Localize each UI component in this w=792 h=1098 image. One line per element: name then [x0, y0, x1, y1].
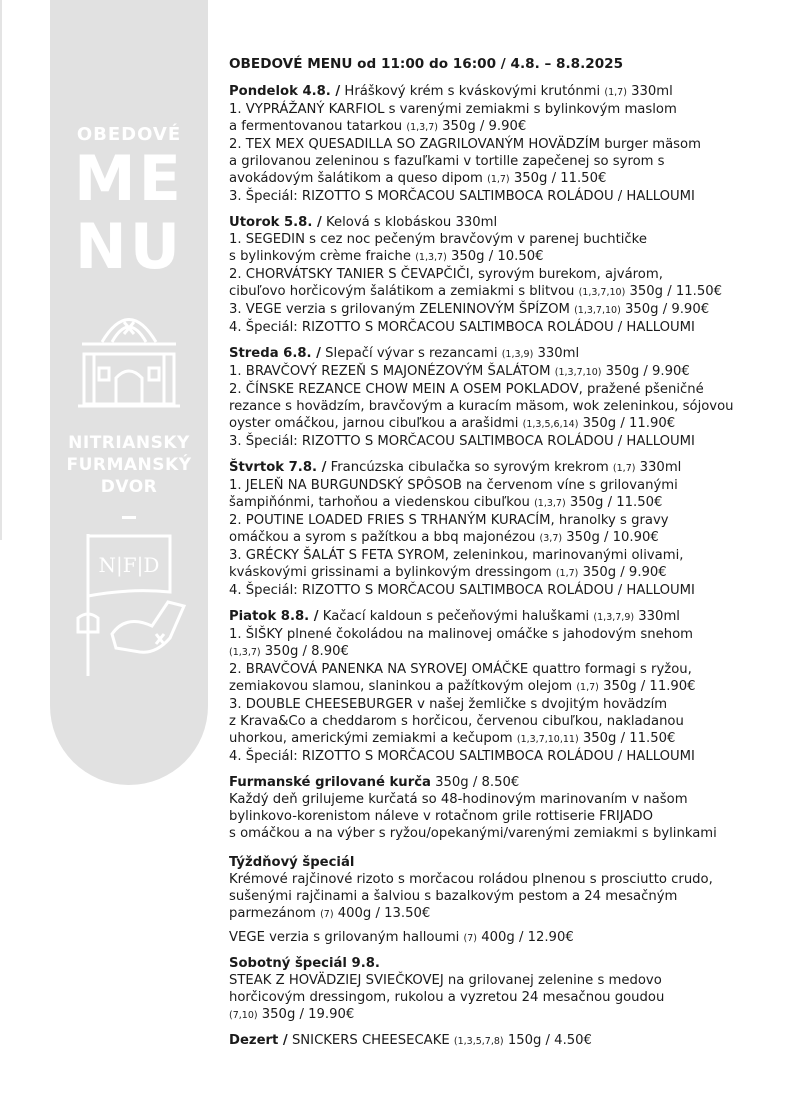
menu-item-line — [229, 415, 784, 433]
menu-item-line — [229, 398, 784, 415]
menu-item-allergens: (1,3,7,10) — [578, 287, 626, 298]
menu-item-text: 4. Špeciál: RIZOTTO S MORČACOU SALTIMBOCA ROLÁDOU / HALLOUMI — [229, 320, 695, 335]
day-soup: Kačací kaldoun s pečeňovými haluškami — [322, 609, 590, 624]
menu-item-text: 3. GRÉCKY ŠALÁT S FETA SYROM, zeleninkou, marinovanými olivami, — [229, 548, 684, 563]
menu-item-allergens: (1,3,7) — [534, 498, 566, 509]
day-soup-allergens: (1,7) — [604, 87, 627, 98]
menu-item-line — [229, 494, 784, 512]
menu-item-text: 2. ČÍNSKE REZANCE CHOW MEIN A OSEM POKLADOV, pražené pšeničné — [229, 382, 704, 397]
menu-item-text: avokádovým šalátikom a queso dipom — [229, 171, 483, 186]
menu-item-price: 350g / 8.90€ — [264, 644, 349, 659]
menu-item-line — [229, 477, 784, 494]
weekly-vege-price: 400g / 12.90€ — [481, 930, 574, 945]
menu-title: OBEDOVÉ MENU od 11:00 do 16:00 / 4.8. – 8.8.2025 — [229, 56, 624, 72]
banner-heading-me: ME — [73, 142, 185, 215]
day-soup: Slepačí vývar s rezancami — [325, 346, 498, 361]
chicken-section — [229, 774, 784, 842]
menu-item-price: 350g / 11.50€ — [629, 284, 722, 299]
flag-bearer-icon — [60, 530, 200, 680]
menu-item-allergens: (1,7) — [487, 174, 510, 185]
menu-item-text: 3. VEGE verzia s grilovaným ZELENINOVÝM ŠPÍZOM — [229, 302, 570, 317]
menu-item-line — [229, 231, 784, 248]
menu-item-price: 350g / 11.50€ — [582, 731, 676, 746]
dessert-text: SNICKERS CHEESECAKE — [291, 1033, 450, 1048]
menu-item-text: 1. JELEŇ NA BURGUNDSKÝ SPÔSOB na červenom víne s grilovanými — [229, 478, 678, 493]
day-block — [229, 214, 784, 336]
saturday-heading: Sobotný špeciál 9.8. — [229, 956, 380, 971]
chicken-price: 350g / 8.50€ — [435, 775, 520, 790]
saturday-line: horčicovým dressingom, rukolou a vyzretou 24 mesačnou goudou — [229, 990, 665, 1005]
weekly-allergens: (7) — [320, 909, 334, 920]
menu-item-text: s bylinkovým crème fraiche — [229, 249, 411, 264]
menu-item-price: 350g / 9.90€ — [624, 302, 710, 317]
menu-item-line — [229, 118, 784, 136]
menu-item-price: 350g / 10.50€ — [450, 249, 544, 264]
banner-name-line-1: NITRIANSKY — [68, 433, 190, 453]
menu-item-line — [229, 170, 784, 188]
weekly-section — [229, 854, 784, 947]
menu-item-text: 1. VYPRÁŽANÝ KARFIOL s varenými zemiakmi s bylinkovým maslom — [229, 102, 677, 117]
menu-item-line — [229, 643, 784, 661]
menu-item-text: zemiakovou slamou, slaninkou a pažítkovým olejom — [229, 679, 573, 694]
menu-item-price: 350g / 9.90€ — [582, 565, 667, 580]
menu-item-price: 350g / 11.90€ — [603, 679, 696, 694]
menu-item-line — [229, 153, 784, 170]
day-label: Utorok 5.8. / — [229, 215, 322, 230]
menu-item-line — [229, 433, 784, 450]
menu-item-text: 2. TEX MEX QUESADILLA SO ZAGRILOVANÝM HOVÄDZÍM burger mäsom — [229, 137, 701, 152]
chicken-line: bylinkovo-korenistom náleve v rotačnom grile rottiserie FRIJADO — [229, 809, 653, 824]
menu-item-allergens: (1,3,7) — [406, 122, 438, 133]
day-soup: Hráškový krém s kváskovými krutónmi — [344, 84, 601, 99]
dessert-label: Dezert / — [229, 1033, 288, 1048]
menu-item-text: kváskovými grissinami a bylinkovým dressingom — [229, 565, 552, 580]
menu-item-text: 3. Špeciál: RIZOTTO S MORČACOU SALTIMBOCA ROLÁDOU / HALLOUMI — [229, 189, 695, 204]
menu-item-line — [229, 626, 784, 643]
banner-heading-nu: NU — [74, 210, 184, 283]
menu-item-price: 350g / 9.90€ — [605, 364, 690, 379]
flag-text: N|F|D — [98, 553, 160, 577]
menu-item-line — [229, 661, 784, 678]
day-soup: Kelová s klobáskou — [325, 215, 452, 230]
saturday-line: STEAK Z HOVÄDZIEJ SVIEČKOVEJ na grilovanej zelenine s medovo — [229, 973, 662, 988]
menu-item-allergens: (1,3,7,10,11) — [516, 734, 579, 745]
menu-item-line — [229, 512, 784, 529]
menu-item-line — [229, 381, 784, 398]
saturday-price: 350g / 19.90€ — [261, 1007, 355, 1022]
menu-item-text: omáčkou a syrom s pažítkou a bbq majonézou — [229, 530, 536, 545]
menu-content — [229, 56, 784, 1050]
menu-item-text: 1. SEGEDIN s cez noc pečeným bravčovým v parenej buchtičke — [229, 232, 647, 247]
menu-item-allergens: (1,3,7,10) — [574, 305, 621, 316]
day-soup-volume: 330ml — [537, 346, 580, 361]
menu-item-line — [229, 266, 784, 283]
day-soup: Francúzska cibulačka so syrovým krekrom — [330, 460, 609, 475]
menu-item-text: 2. CHORVÁTSKY TANIER S ČEVAPČIČI, syrovým burekom, ajvárom, — [229, 267, 663, 282]
day-soup-volume: 330ml — [638, 609, 680, 624]
menu-item-text: 1. ŠIŠKY plnené čokoládou na malinovej omáčke s jahodovým snehom — [229, 627, 694, 642]
day-label: Štvrtok 7.8. / — [229, 460, 327, 475]
weekly-heading: Týždňový špeciál — [229, 855, 355, 870]
menu-item-line — [229, 136, 784, 153]
banner-name-line-2: FURMANSKÝ — [66, 455, 192, 475]
banner-restaurant-name — [50, 432, 208, 498]
menu-item-allergens: (1,3,7) — [415, 252, 447, 263]
weekly-line: Krémové rajčinové rizoto s morčacou roládou plnenou s prosciutto crudo, — [229, 872, 713, 887]
days-container — [229, 83, 784, 765]
menu-item-text: 1. BRAVČOVÝ REZEŇ S MAJONÉZOVÝM ŠALÁTOM — [229, 364, 551, 379]
menu-item-allergens: (1,3,7,10) — [554, 367, 602, 378]
dessert-section — [229, 1032, 784, 1050]
sidebar-banner — [50, 0, 208, 785]
day-block — [229, 459, 784, 599]
menu-item-line — [229, 283, 784, 301]
menu-item-allergens: (1,7) — [576, 682, 599, 693]
day-block — [229, 608, 784, 765]
menu-item-text: rezance s hovädzím, bravčovým a kuracím mäsom, wok zeleninkou, sójovou — [229, 399, 734, 414]
day-soup-allergens: (1,7) — [612, 463, 636, 474]
menu-item-text: 3. Špeciál: RIZOTTO S MORČACOU SALTIMBOCA ROLÁDOU / HALLOUMI — [229, 434, 695, 449]
menu-item-price: 350g / 11.50€ — [513, 171, 607, 186]
menu-item-line — [229, 748, 784, 765]
menu-item-text: šampiňónmi, tarhoňou a viedenskou cibuľkou — [229, 495, 530, 510]
day-block — [229, 83, 784, 205]
day-soup-allergens: (1,3,9) — [501, 349, 534, 360]
menu-item-allergens: (1,3,5,6,14) — [522, 419, 579, 430]
day-label: Pondelok 4.8. / — [229, 84, 341, 99]
menu-item-text: uhorkou, americkými zemiakmi a kečupom — [229, 731, 513, 746]
menu-item-text: oyster omáčkou, jarnou cibuľkou a arašidmi — [229, 416, 519, 431]
menu-item-allergens: (1,3,7) — [229, 647, 261, 658]
menu-item-allergens: (1,7) — [555, 568, 579, 579]
day-block — [229, 345, 784, 450]
day-soup-volume: 330ml — [631, 84, 673, 99]
weekly-vege-text: VEGE verzia s grilovaným halloumi — [229, 930, 460, 945]
menu-item-line — [229, 529, 784, 547]
menu-item-text: 2. BRAVČOVÁ PANENKA NA SYROVEJ OMÁČKE quattro formagi s ryžou, — [229, 662, 692, 677]
menu-item-text: a fermentovanou tatarkou — [229, 119, 403, 134]
menu-item-price: 350g / 11.90€ — [582, 416, 676, 431]
menu-item-line — [229, 301, 784, 319]
menu-item-text: 2. POUTINE LOADED FRIES S TRHANÝM KURACÍM, hranolky s gravy — [229, 513, 669, 528]
day-soup-volume: 330ml — [639, 460, 682, 475]
dessert-allergens: (1,3,5,7,8) — [453, 1036, 504, 1047]
dessert-price: 150g / 4.50€ — [507, 1033, 592, 1048]
weekly-vege-allergens: (7) — [463, 933, 478, 944]
chicken-line: Každý deň grilujeme kurčatá so 48-hodinovým marinovaním v našom — [229, 792, 688, 807]
menu-item-line — [229, 564, 784, 582]
chicken-heading: Furmanské grilované kurča — [229, 775, 431, 790]
menu-item-text: 3. DOUBLE CHEESEBURGER v našej žemličke s dvojitým hovädzím — [229, 697, 668, 712]
menu-item-price: 350g / 9.90€ — [442, 119, 527, 134]
banner-divider — [122, 516, 136, 519]
day-soup-volume: 330ml — [455, 215, 498, 230]
menu-item-line — [229, 248, 784, 266]
day-soup-allergens: (1,3,7,9) — [593, 612, 635, 623]
saturday-section — [229, 955, 784, 1024]
menu-item-price: 350g / 11.50€ — [569, 495, 663, 510]
menu-item-line — [229, 678, 784, 696]
menu-item-line — [229, 730, 784, 748]
menu-item-allergens: (3,7) — [539, 533, 563, 544]
menu-item-text: cibuľovo horčicovým šalátikom a zemiakmi s blitvou — [229, 284, 575, 299]
menu-item-line — [229, 713, 784, 730]
menu-item-line — [229, 547, 784, 564]
saturday-allergens: (7,10) — [229, 1010, 258, 1021]
menu-item-line — [229, 582, 784, 599]
page-edge-line — [0, 0, 2, 540]
day-label: Streda 6.8. / — [229, 346, 321, 361]
menu-item-text: 4. Špeciál: RIZOTTO S MORČACOU SALTIMBOCA ROLÁDOU / HALLOUMI — [229, 749, 695, 764]
menu-item-line — [229, 188, 784, 205]
weekly-line: parmezánom — [229, 906, 316, 921]
restaurant-building-icon — [72, 282, 186, 412]
weekly-line: sušenými rajčinami a šalviou s bazalkovým pestom a 24 mesačným — [229, 889, 678, 904]
menu-item-line — [229, 363, 784, 381]
menu-item-text: a grilovanou zeleninou s fazuľkami v tortille zapečenej so syrom s — [229, 154, 665, 169]
banner-heading-small: OBEDOVÉ — [76, 124, 182, 145]
banner-name-line-3: DVOR — [100, 477, 158, 497]
day-label: Piatok 8.8. / — [229, 609, 319, 624]
menu-item-line — [229, 696, 784, 713]
menu-item-line — [229, 319, 784, 336]
menu-item-line — [229, 101, 784, 118]
menu-item-text: 4. Špeciál: RIZOTTO S MORČACOU SALTIMBOCA ROLÁDOU / HALLOUMI — [229, 583, 695, 598]
menu-item-text: z Krava&Co a cheddarom s horčicou, červenou cibuľkou, nakladanou — [229, 714, 684, 729]
weekly-price: 400g / 13.50€ — [337, 906, 431, 921]
chicken-line: s omáčkou a na výber s ryžou/opekanými/varenými zemiakmi s bylinkami — [229, 826, 717, 841]
menu-item-price: 350g / 10.90€ — [566, 530, 659, 545]
